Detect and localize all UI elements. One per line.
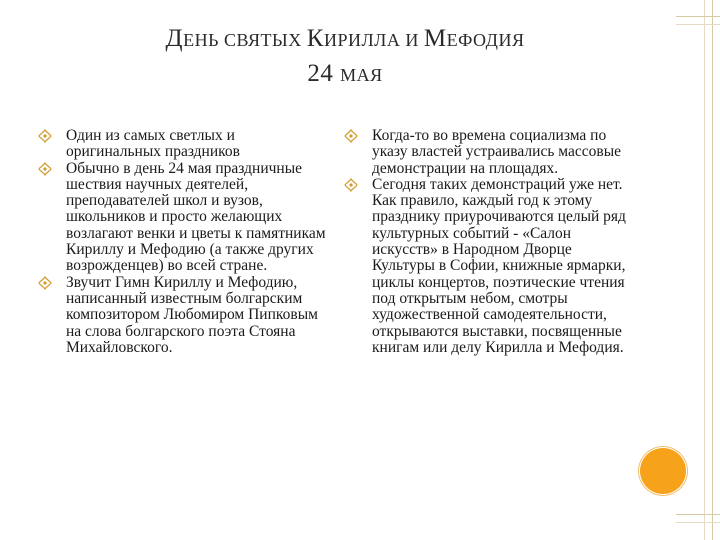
frame-line <box>676 16 720 17</box>
frame-line <box>676 522 720 523</box>
fleuron-bullet-icon <box>344 129 358 143</box>
right-bullet-list <box>344 128 636 356</box>
decorative-circle <box>640 448 686 494</box>
fleuron-bullet-icon <box>344 178 358 192</box>
left-bullet-list <box>38 128 328 356</box>
title-line-2: 24 МАЯ <box>307 60 383 87</box>
list-item: Сегодня таких демонстраций уже нет. Как правило, каждый год к этому празднику приурочиваются целый ряд культурных событий - «Салон искусств» в Народном Дворце Культуры в Софии, книжные ярмарки, циклы концертов, поэтические чтения под открытым небом, смотры художественной самодеятельности, открываются выставки, посвященные книгам или делу Кирилла и Мефодия. <box>344 177 636 356</box>
fleuron-bullet-icon <box>38 162 52 176</box>
frame-line <box>704 0 705 540</box>
list-item: Когда-то во времена социализма по указу властей устраивались массовые демонстрации на площадях. <box>344 128 636 177</box>
frame-line <box>676 514 720 515</box>
frame-line <box>712 0 713 540</box>
slide-title <box>0 22 690 92</box>
fleuron-bullet-icon <box>38 276 52 290</box>
list-item: Один из самых светлых и оригинальных праздников <box>38 128 328 161</box>
title-line-1: ДЕНЬ СВЯТЫХ КИРИЛЛА И МЕФОДИЯ <box>165 25 525 52</box>
list-item: Обычно в день 24 мая праздничные шествия научных деятелей, преподавателей школ и вузов, школьников и просто желающих возлагают венки и цветы к памятникам Кириллу и Мефодию (а также других возрожденцев) во всей стране. <box>38 161 328 275</box>
list-item: Звучит Гимн Кириллу и Мефодию, написанный известным болгарским композитором Любомиром Пипковым на слова болгарского поэта Стояна Михайловского. <box>38 275 328 356</box>
fleuron-bullet-icon <box>38 129 52 143</box>
